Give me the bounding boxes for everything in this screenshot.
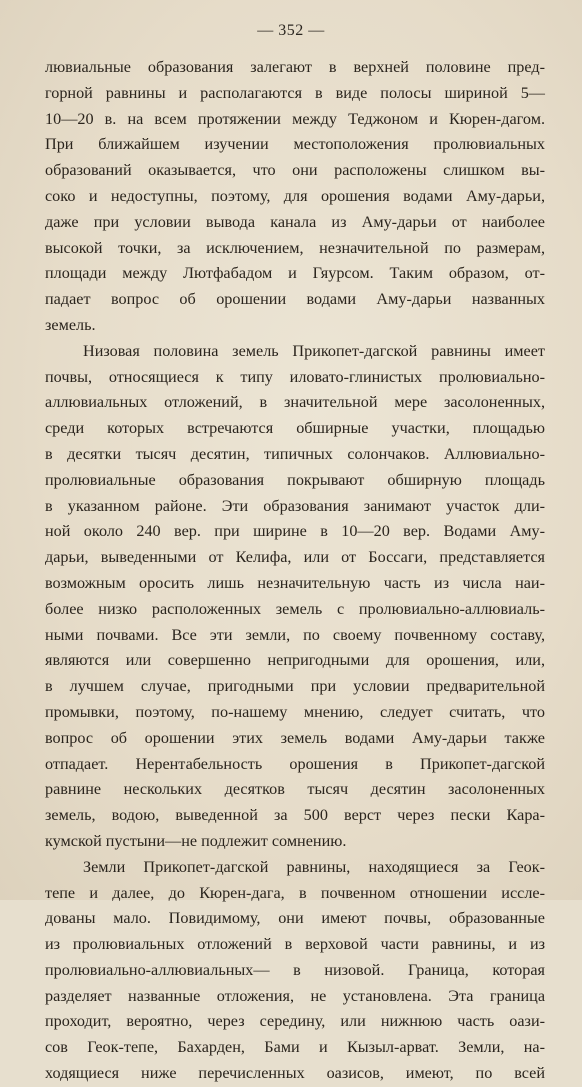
text-line: в лучшем случае, пригодными при условии предварительной	[45, 677, 545, 696]
paragraph	[45, 855, 545, 1087]
text-line: земель.	[45, 315, 96, 334]
text-line: более низко расположенных земель с пролювиально-аллювиаль-	[45, 599, 545, 618]
text-line: вопрос об орошении этих земель водами Аму-дарьи также	[45, 728, 545, 747]
text-line: проходит, вероятно, через середину, или нижнюю часть оази-	[45, 1012, 545, 1031]
text-line: земель, водою, выведенной за 500 верст через пески Кара-	[45, 806, 545, 825]
paragraph	[45, 55, 545, 339]
text-line: сов Геок-тепе, Бахарден, Бами и Кызыл-арват. Земли, на-	[45, 1038, 545, 1057]
text-line: горной равнины и располагаются в виде полосы шириной 5—	[45, 83, 545, 102]
text-line: разделяет названные отложения, не установлена. Эта граница	[45, 986, 545, 1005]
text-line: дованы мало. Повидимому, они имеют почвы, образованные	[45, 909, 545, 928]
text-line: площади между Лютфабадом и Гяурсом. Таким образом, от-	[45, 264, 545, 283]
text-line: среди которых встречаются обширные участки, площадью	[45, 419, 545, 438]
text-line: равнине нескольких десятков тысяч десятин засолоненных	[45, 780, 545, 799]
body-text	[45, 55, 545, 1087]
text-line: Низовая половина земель Прикопет-дагской равнины имеет	[83, 341, 545, 360]
text-line: аллювиальных отложений, в значительной мере засолоненных,	[45, 393, 545, 412]
text-line: почвы, относящиеся к типу иловато-глинистых пролювиально-	[45, 367, 545, 386]
text-line: тепе и далее, до Кюрен-дага, в почвенном отношении иссле-	[45, 883, 545, 902]
page-number: — 352 —	[257, 22, 325, 39]
text-line: пролювиально-аллювиальных— в низовой. Граница, которая	[45, 960, 545, 979]
text-line: образований оказывается, что они расположены слишком вы-	[45, 161, 545, 180]
text-line: из пролювиальных отложений в верховой части равнины, и из	[45, 935, 545, 954]
text-line: промывки, поэтому, по-нашему мнению, следует считать, что	[45, 702, 545, 721]
text-line: являются или совершенно непригодными для орошения, или,	[45, 651, 545, 670]
text-line: ными почвами. Все эти земли, по своему почвенному составу,	[45, 625, 545, 644]
text-line: высокой точки, за исключением, незначительной по размерам,	[45, 238, 545, 257]
text-line: возможным оросить лишь незначительную часть из числа наи-	[45, 573, 545, 592]
text-line: даже при условии вывода канала из Аму-дарьи от наиболее	[45, 212, 545, 231]
text-line: ходящиеся ниже перечисленных оазисов, имеют, по всей	[45, 1064, 545, 1083]
text-line: пролювиальные образования покрывают обширную площадь	[45, 470, 545, 489]
text-line: кумской пустыни—не подлежит сомнению.	[45, 831, 347, 850]
text-line: в десятки тысяч десятин, типичных солончаков. Аллювиально-	[45, 444, 545, 463]
text-line: отпадает. Нерентабельность орошения в Прикопет-дагской	[45, 754, 545, 773]
text-line: дарьи, выведенными от Келифа, или от Боссаги, представляется	[45, 548, 545, 567]
text-line: 10—20 в. на всем протяжении между Теджоном и Кюрен-дагом.	[45, 109, 545, 128]
text-line: падает вопрос об орошении водами Аму-дарьи названных	[45, 290, 545, 309]
text-line: соко и недоступны, поэтому, для орошения водами Аму-дарьи,	[45, 186, 545, 205]
text-line: При ближайшем изучении местоположения пролювиальных	[45, 135, 545, 154]
text-line: ной около 240 вер. при ширине в 10—20 вер. Водами Аму-	[45, 522, 545, 541]
paragraph	[45, 339, 545, 855]
text-line: в указанном районе. Эти образования занимают участок дли-	[45, 496, 545, 515]
text-line: Земли Прикопет-дагской равнины, находящиеся за Геок-	[83, 857, 545, 876]
text-line: лювиальные образования залегают в верхней половине пред-	[45, 58, 545, 76]
